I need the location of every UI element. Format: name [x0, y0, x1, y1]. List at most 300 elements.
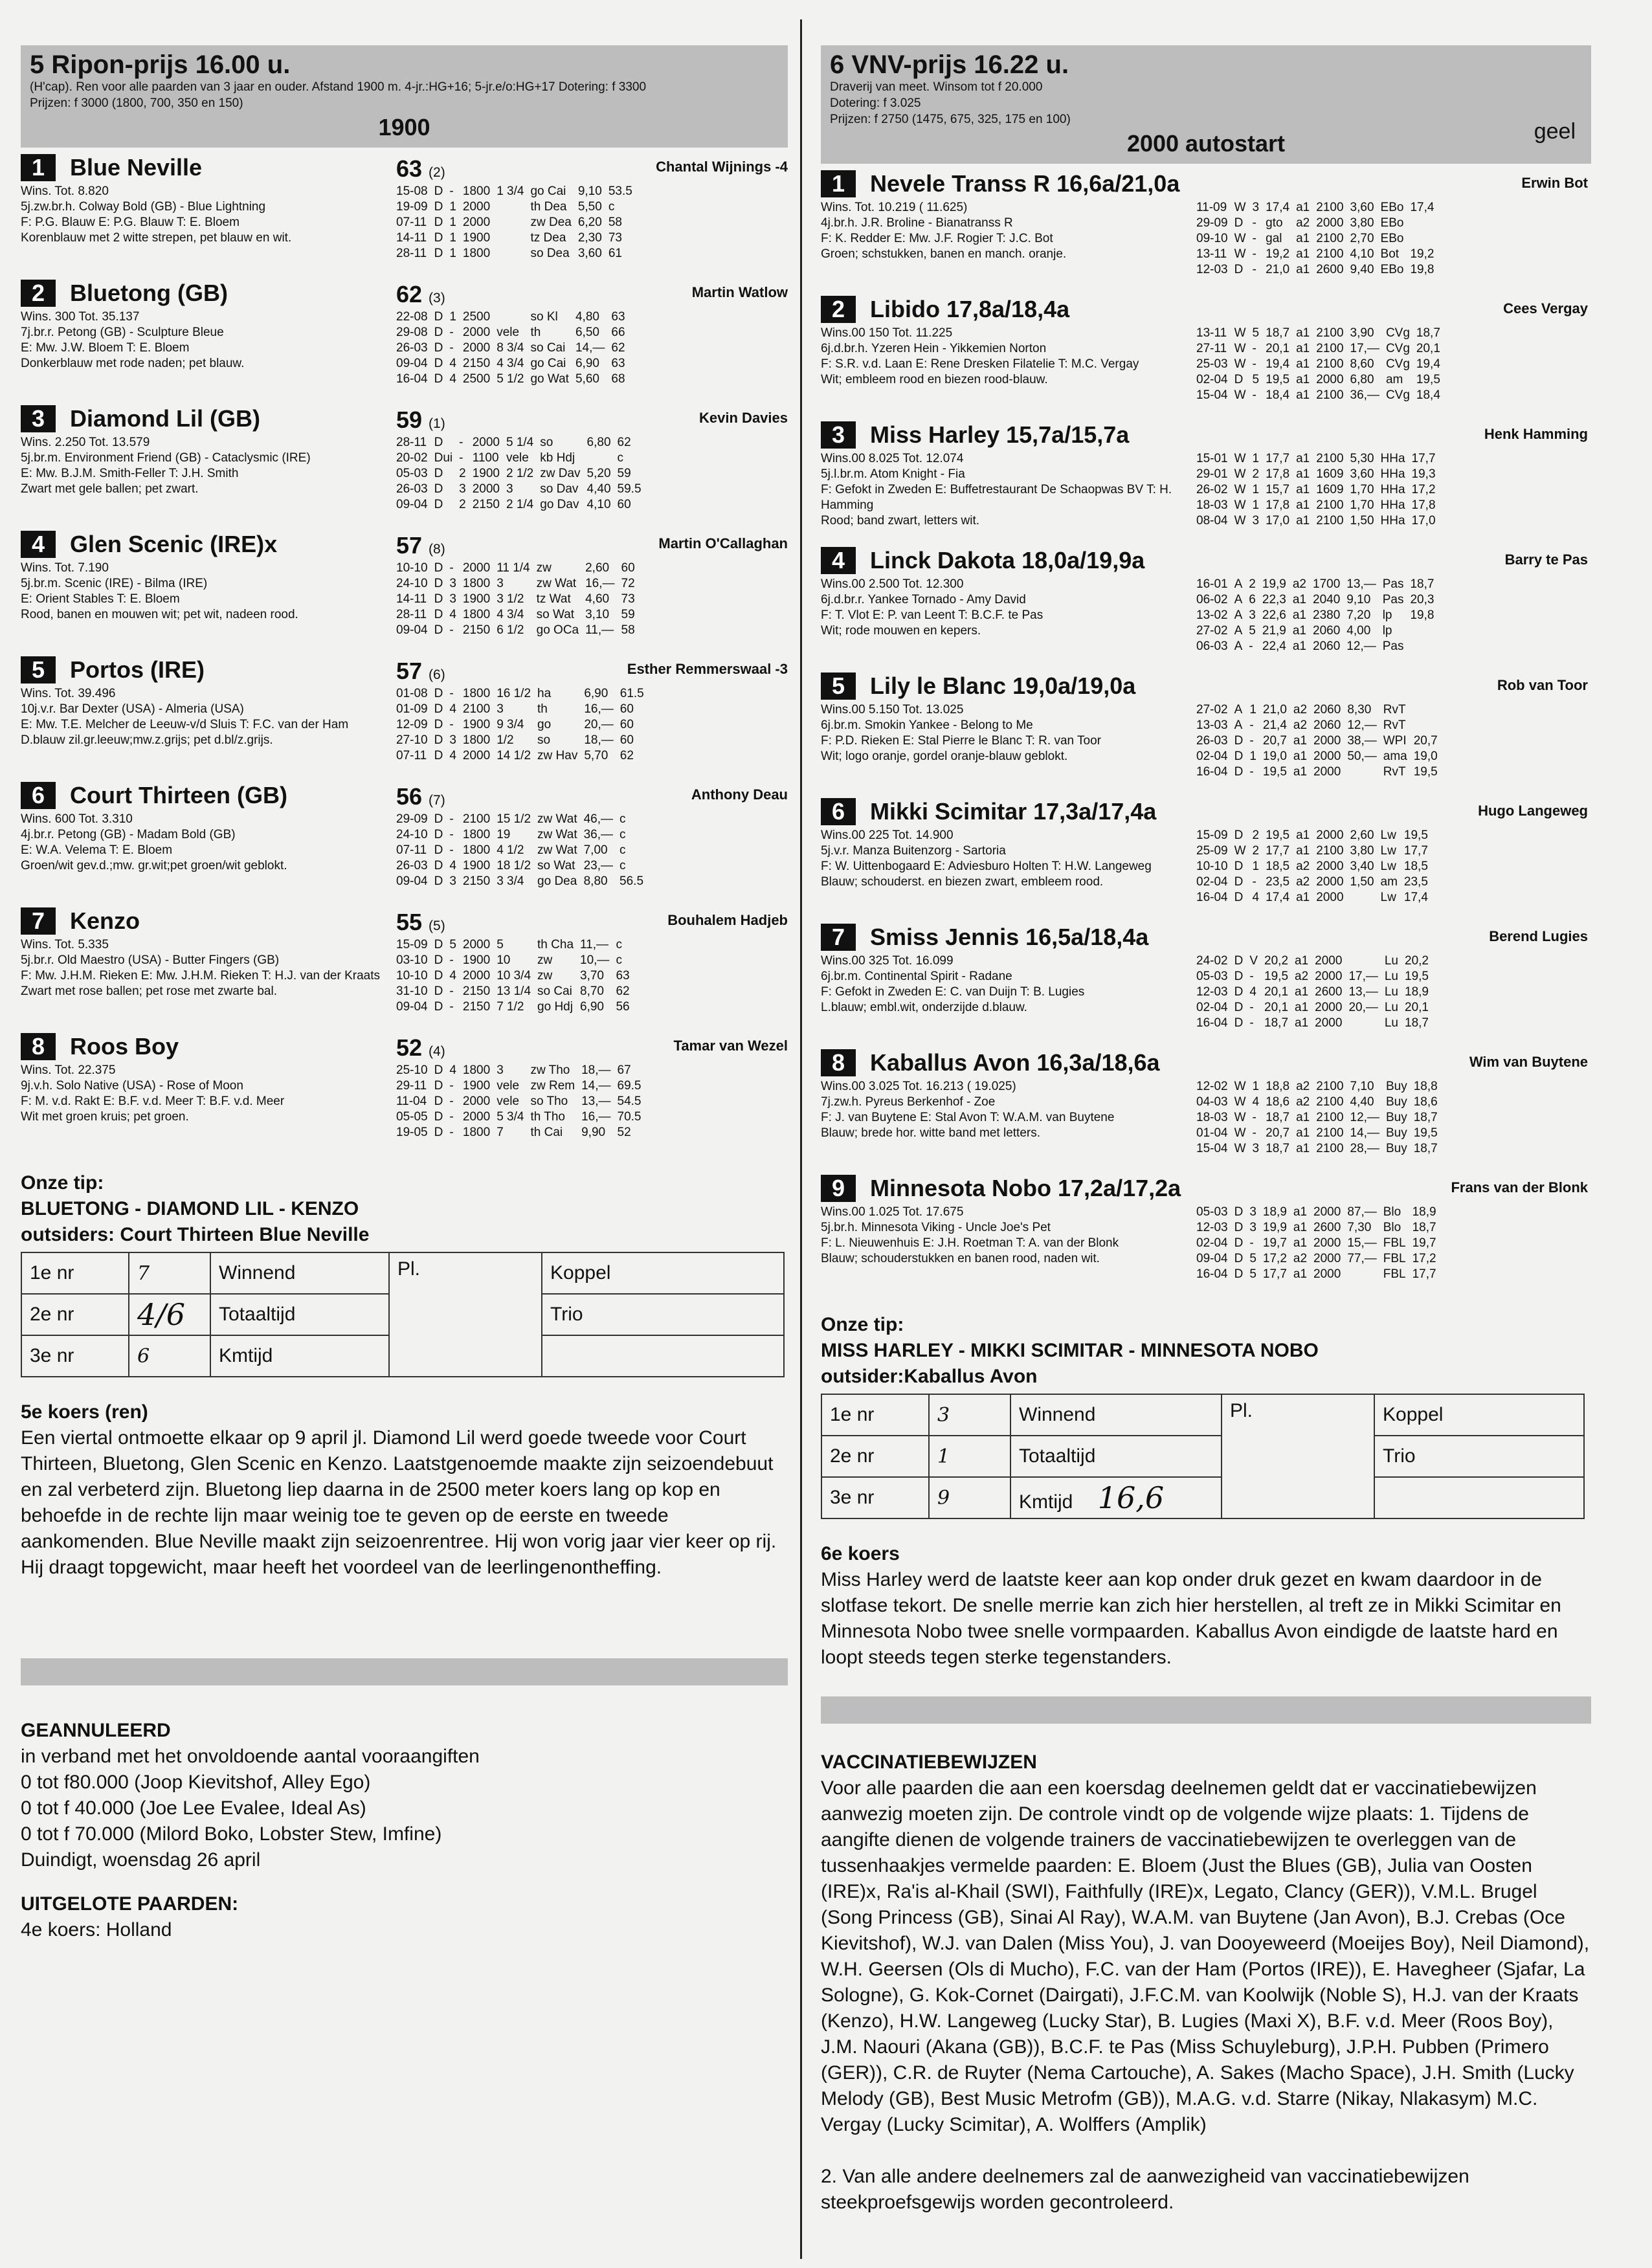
form-cell: 56.5 [620, 874, 644, 888]
form-cell: a1 [1293, 750, 1308, 763]
horse-info-line: Rood, banen en mouwen wit; pet wit, nadeen rood. [21, 608, 298, 621]
form-cell: 62 [617, 436, 631, 449]
form-cell [1347, 1267, 1383, 1282]
form-cell: RvT [1383, 765, 1406, 779]
form-row [1196, 623, 1440, 639]
form-cell: 09-04 [396, 623, 428, 637]
form-cell: 2100 [1316, 514, 1344, 528]
form-row [1196, 577, 1440, 592]
form-cell: Lw [1380, 844, 1396, 858]
horse-name-row [821, 168, 1183, 200]
bet-col-winnend: Winnend [210, 1252, 389, 1294]
form-cell: 2060 [1313, 624, 1341, 638]
form-cell: 3,60 [1350, 201, 1374, 214]
form-cell: 02-04 [1196, 875, 1228, 889]
form-cell: 18,7 [1416, 326, 1440, 340]
form-cell: 12-03 [1196, 1221, 1228, 1234]
form-cell: 2 [1252, 844, 1260, 858]
form-cell: 3 [449, 733, 456, 747]
form-cell: 59 [617, 467, 631, 480]
form-table [1196, 702, 1444, 780]
form-cell: 59.5 [617, 482, 642, 496]
column-divider [800, 19, 802, 2259]
form-cell: 1900 [462, 592, 491, 606]
horse-info-line: F: K. Redder E: Mw. J.F. Rogier T: J.C. Bot [821, 232, 1053, 245]
form-cell: W [1234, 1126, 1246, 1140]
form-cell: A [1234, 624, 1243, 638]
horse-info-line: E: Mw. T.E. Melcher de Leeuw-v/d Sluis T: F.C. van der Ham [21, 718, 349, 731]
form-cell: 1 [449, 231, 456, 245]
horse-info-line: 4j.br.h. J.R. Broline - Bianatranss R [821, 216, 1013, 230]
form-cell: 2 1/2 [506, 467, 534, 480]
form-cell: 3 [1252, 1142, 1260, 1155]
horse-info-line: 9j.v.h. Solo Native (USA) - Rose of Moon [21, 1079, 243, 1093]
form-cell: a2 [1296, 1095, 1310, 1109]
form-row [1196, 608, 1440, 623]
bet-empty-cell [1374, 1477, 1584, 1518]
form-cell: - [1249, 1016, 1254, 1030]
form-cell: W [1234, 514, 1246, 528]
bet-col-pl: Pl. [389, 1252, 542, 1377]
form-cell: 2,30 [577, 231, 602, 245]
race5-preview-text: Een viertal ontmoette elkaar op 9 april jl. Diamond Lil werd goede tweede voor Court Thirteen, Bluetong, Glen Scenic en Kenzo. Laatstgenoemde maakte zijn seizoendebuut en zal verbeterd zijn. Bluetong liep daarna in de 2500 meter koers lang op kop en behoefde in de rechte lijn maar weinig toe te geven op de eerste en tweede aankomenden. Blue Neville maakt zijn seizoenrentree. Hij won vorig jaar vier keer op rij. Hij draagt topgewicht, maar heeft het voordeel van de leerlingenontheffing. [21, 1427, 777, 1578]
form-cell: 3,90 [1350, 326, 1374, 340]
form-cell: Lu [1384, 970, 1398, 983]
form-cell: 6,80 [586, 436, 611, 449]
horse-info-line: Donkerblauw met rode naden; pet blauw. [21, 357, 245, 370]
form-cell: 19,5 [1266, 373, 1290, 386]
form-cell: 61 [608, 247, 622, 260]
form-cell: 1,50 [1350, 514, 1374, 528]
horse-entry [21, 905, 788, 1027]
horse-info-line: Wins.00 8.025 Tot. 12.074 [821, 452, 964, 465]
form-cell: 10-10 [396, 561, 428, 575]
form-cell: 07-11 [396, 843, 427, 857]
weight-row [396, 403, 788, 435]
form-cell: 28-11 [396, 608, 427, 621]
horse-number: 8 [21, 1033, 56, 1060]
form-cell: 14,— [1350, 1126, 1379, 1140]
form-cell: D [434, 1110, 443, 1124]
form-cell: tz Dea [530, 231, 566, 245]
form-cell: Bot [1380, 247, 1400, 261]
form-cell: 05-03 [1196, 1205, 1228, 1219]
form-cell: 6 1/2 [497, 623, 524, 637]
form-row [1196, 200, 1440, 216]
form-cell: 13 1/4 [497, 984, 531, 998]
form-cell: D [1234, 954, 1244, 968]
form-cell [1410, 231, 1440, 247]
form-cell: - [449, 828, 454, 841]
form-cell: 26-03 [396, 341, 428, 355]
horse-name: Court Thirteen (GB) [70, 782, 287, 808]
form-cell: 19,4 [1266, 357, 1290, 371]
form-cell: 2000 [1316, 860, 1344, 873]
form-cell: D [434, 843, 443, 857]
form-cell: c [616, 938, 622, 951]
horse-entry [821, 293, 1591, 415]
form-cell: HHa [1380, 498, 1405, 512]
form-cell: go [537, 718, 552, 731]
form-cell: 20,1 [1416, 342, 1440, 355]
form-cell: 1 [1249, 750, 1256, 763]
horse-weight: 56 [396, 783, 423, 810]
horse-name-row [21, 151, 383, 184]
form-cell: 09-04 [1196, 1252, 1228, 1265]
form-cell: D [434, 326, 443, 339]
form-cell: D [1234, 1205, 1244, 1219]
form-cell: 7 [497, 1126, 504, 1139]
form-cell: D [434, 938, 443, 951]
horse-entry [821, 544, 1591, 666]
race6-tip-text: MISS HARLEY - MIKKI SCIMITAR - MINNESOTA NOBO [821, 1340, 1319, 1361]
horse-info-line: Wins. Tot. 7.190 [21, 561, 109, 575]
form-cell: 60 [620, 702, 634, 716]
handwritten-second: 1 [929, 1436, 1010, 1477]
form-cell: 2040 [1313, 593, 1341, 606]
form-cell: D [1234, 1221, 1244, 1234]
form-cell: 8 3/4 [497, 341, 524, 355]
form-cell: a1 [1296, 263, 1310, 276]
form-cell: 3 [1252, 514, 1260, 528]
horse-info-line: 5j.zw.br.h. Colway Bold (GB) - Blue Lightning [21, 200, 266, 214]
cancelled-line: 0 tot f 70.000 (Milord Boko, Lobster Stew, Imfine) [21, 1823, 442, 1845]
form-cell: 2000 [462, 561, 491, 575]
horse-info-line: F: W. Uittenbogaard E: Adviesburo Holten T: H.W. Langeweg [821, 860, 1152, 873]
horse-details [821, 293, 1183, 388]
form-cell [497, 215, 530, 230]
horse-name: Nevele Transs R 16,6a/21,0a [870, 170, 1180, 197]
form-cell: - [449, 687, 454, 700]
form-cell: 2000 [1313, 765, 1341, 779]
horse-details [821, 670, 1183, 764]
form-cell: D [1234, 1267, 1244, 1281]
form-table [1196, 326, 1447, 403]
horse-form [1196, 670, 1588, 780]
form-cell: 3,40 [1350, 860, 1374, 873]
form-cell: 2100 [1316, 1080, 1344, 1093]
race6-preview-heading: 6e koers [821, 1543, 900, 1564]
form-cell: 2500 [462, 310, 491, 324]
form-cell: 1800 [462, 843, 491, 857]
form-cell: 1609 [1316, 467, 1344, 481]
form-cell: W [1234, 844, 1246, 858]
form-cell: 2000 [1313, 734, 1341, 748]
form-cell: D [434, 1126, 443, 1139]
form-cell: 2150 [462, 623, 491, 637]
form-cell: 6,80 [1350, 373, 1374, 386]
form-row [1196, 592, 1440, 608]
horse-entry [821, 921, 1591, 1043]
form-cell: zw Wat [536, 577, 577, 590]
bet-col-kmtijd: Kmtijd [210, 1335, 389, 1377]
form-cell: 6,20 [577, 216, 602, 229]
horse-number: 7 [821, 924, 856, 951]
form-cell: 19,4 [1416, 357, 1440, 371]
form-cell: zw Dea [530, 216, 572, 229]
form-cell: - [1249, 1236, 1254, 1250]
form-cell: 17,8 [1266, 467, 1290, 481]
form-cell: - [449, 326, 454, 339]
form-cell: 29-09 [396, 812, 428, 826]
form-cell: 15-01 [1196, 452, 1228, 465]
form-cell: a1 [1296, 844, 1310, 858]
form-cell: 5,60 [575, 372, 599, 386]
form-cell: 17,4 [1403, 891, 1428, 904]
form-cell: 21,0 [1262, 703, 1287, 717]
form-cell: 63 [611, 357, 625, 370]
form-cell: 12-03 [1196, 263, 1228, 276]
horse-info-line: E: Orient Stables T: E. Bloem [21, 592, 180, 606]
form-cell: go OCa [536, 623, 579, 637]
form-cell [497, 309, 530, 325]
form-cell: D [434, 623, 443, 637]
form-cell: th [537, 702, 548, 716]
form-cell: 14-11 [396, 592, 427, 606]
form-cell: 58 [621, 623, 635, 637]
form-row [396, 246, 639, 261]
driver-name: Wim van Buytene [1469, 1054, 1588, 1070]
form-cell: D [434, 828, 443, 841]
form-cell: 10,— [580, 953, 610, 967]
form-cell: 2100 [1316, 388, 1344, 402]
form-cell: 2000 [1316, 216, 1344, 230]
form-cell: a1 [1296, 201, 1310, 214]
form-row [396, 984, 636, 999]
form-cell: - [449, 1110, 454, 1124]
form-row [396, 623, 642, 638]
form-cell: Buy [1385, 1142, 1407, 1155]
form-cell: 02-04 [1196, 1001, 1228, 1014]
horse-details [21, 528, 383, 623]
form-cell: 19,3 [1411, 467, 1436, 481]
form-cell: 2100 [1316, 1142, 1344, 1155]
form-cell: 20,1 [1264, 1001, 1289, 1014]
horse-weight: 57 [396, 532, 423, 559]
form-cell: so Dea [530, 247, 570, 260]
form-cell: 2100 [1316, 201, 1344, 214]
form-cell: 17,7 [1266, 844, 1290, 858]
horse-name-row [821, 1172, 1183, 1205]
form-cell: 16-04 [1196, 765, 1228, 779]
form-cell: 20,3 [1410, 593, 1434, 606]
form-table [396, 309, 632, 387]
form-cell: 2 [459, 498, 466, 511]
form-cell: - [449, 718, 454, 731]
form-cell: 07-11 [396, 749, 427, 762]
form-cell: 13-02 [1196, 608, 1228, 622]
horse-details [821, 1047, 1183, 1141]
bet-empty-cell [542, 1335, 784, 1377]
form-cell: 22,3 [1262, 593, 1286, 606]
form-cell: 25-03 [1196, 357, 1228, 371]
form-cell: 4 3/4 [497, 357, 524, 370]
form-cell: a1 [1295, 985, 1309, 999]
horse-info-line: Wit; embleem rood en biezen rood-blauw. [821, 373, 1048, 386]
form-cell: 20,7 [1262, 734, 1287, 748]
horse-info-line: Wins. Tot. 22.375 [21, 1063, 116, 1077]
form-cell: Buy [1385, 1126, 1407, 1140]
horse-draw: (1) [429, 416, 445, 431]
race6-column [821, 45, 1591, 2216]
form-cell: 2000 [1313, 1205, 1341, 1219]
form-cell: D [434, 874, 443, 888]
horse-form [396, 654, 788, 764]
form-table [396, 561, 642, 638]
horse-details [821, 168, 1183, 262]
form-row [396, 1078, 648, 1094]
form-cell: D [434, 436, 443, 449]
form-row [1196, 1251, 1443, 1267]
form-row [1196, 482, 1442, 498]
form-cell: 2 [1252, 828, 1260, 842]
horse-info-line: L.blauw; embl.wit, onderzijde d.blauw. [821, 1001, 1027, 1014]
form-cell: W [1234, 201, 1246, 214]
form-cell: 36,— [1350, 388, 1379, 402]
form-cell: 02-04 [1196, 373, 1228, 386]
form-cell: go Cai [530, 184, 566, 198]
form-cell: 2000 [462, 200, 491, 214]
form-cell: 19,2 [1410, 247, 1434, 261]
form-row [1196, 467, 1442, 482]
form-cell: - [449, 953, 454, 967]
form-cell: 8,70 [580, 984, 604, 998]
form-cell [1410, 639, 1440, 654]
form-cell: D [434, 577, 443, 590]
form-cell: 21,4 [1262, 718, 1287, 732]
form-cell: D [434, 733, 443, 747]
form-cell: D [1234, 891, 1244, 904]
form-cell: 18,6 [1266, 1095, 1290, 1109]
form-cell: 18,7 [1266, 326, 1290, 340]
form-cell: 18,9 [1262, 1205, 1287, 1219]
horse-info-line: F: J. van Buytene E: Stal Avon T: W.A.M. van Buytene [821, 1111, 1115, 1124]
form-cell: 5 1/2 [497, 372, 524, 386]
form-row [396, 1125, 648, 1140]
form-cell: 4 [449, 357, 456, 370]
form-cell: 15-04 [1196, 388, 1228, 402]
horse-info-line: Wins.00 150 Tot. 11.225 [821, 326, 953, 340]
horse-number: 6 [821, 798, 856, 825]
form-cell: D [434, 498, 443, 511]
form-cell: 10 3/4 [497, 969, 531, 983]
bet-col-koppel: Koppel [1374, 1394, 1584, 1436]
form-cell: 77,— [1347, 1252, 1377, 1265]
form-row [396, 340, 632, 356]
form-cell: 19,5 [1403, 828, 1428, 842]
form-cell: 12,— [1347, 718, 1377, 732]
form-cell: - [449, 561, 454, 575]
form-cell: D [1234, 970, 1244, 983]
form-cell: Dui [434, 451, 453, 465]
horse-info-line: Groen; schstukken, banen en manch. oranje. [821, 247, 1067, 261]
form-cell: 5 [497, 938, 504, 951]
form-cell: 67 [617, 1063, 631, 1077]
form-cell: 24-10 [396, 577, 428, 590]
form-cell: D [434, 749, 443, 762]
form-cell: so Dav [540, 482, 579, 496]
form-cell: 10 [497, 953, 511, 967]
form-cell: a1 [1296, 498, 1310, 512]
jockey-name: Martin O'Callaghan [658, 535, 788, 551]
horse-name-row [21, 654, 383, 686]
form-cell: 17,7 [1403, 844, 1428, 858]
form-cell: 7,20 [1346, 608, 1371, 622]
form-cell: 09-04 [396, 874, 428, 888]
form-cell: 2000 [462, 1110, 491, 1124]
form-row [396, 968, 636, 984]
form-cell: 20,1 [1266, 342, 1290, 355]
weight-row [396, 1030, 788, 1063]
form-cell: 8,80 [583, 874, 608, 888]
form-cell: 05-03 [1196, 970, 1228, 983]
form-row [1196, 1000, 1435, 1016]
form-row [396, 309, 632, 325]
form-cell: 2100 [1316, 1095, 1344, 1109]
form-cell: W [1234, 1080, 1246, 1093]
form-row [396, 1063, 648, 1078]
form-cell: 2000 [462, 938, 491, 951]
form-cell: 03-10 [396, 953, 428, 967]
form-cell [497, 230, 530, 246]
horse-entry [21, 1030, 788, 1152]
form-cell: am [1380, 875, 1398, 889]
horse-name-row [21, 403, 383, 435]
horse-number: 6 [21, 782, 56, 809]
horse-name-row [821, 419, 1183, 451]
form-cell: 18,8 [1266, 1080, 1290, 1093]
form-row [1196, 1236, 1443, 1251]
form-cell: 5 [1249, 1252, 1256, 1265]
form-cell: D [1234, 1001, 1244, 1014]
form-cell: zw Wat [537, 828, 577, 841]
form-cell: W [1234, 1095, 1246, 1109]
form-cell: FBL [1383, 1267, 1406, 1281]
form-row [396, 184, 639, 199]
form-cell: - [449, 984, 454, 998]
form-cell: 2 [1252, 467, 1260, 481]
form-cell: 10-10 [396, 969, 428, 983]
horse-draw: (2) [429, 165, 445, 180]
form-cell: 3 [497, 702, 504, 716]
horse-info-line: Groen/wit gev.d.;mw. gr.wit;pet groen/wit geblokt. [21, 859, 287, 873]
form-cell: 1 [449, 310, 456, 324]
horse-number: 4 [821, 547, 856, 574]
form-cell: 3,80 [1350, 844, 1374, 858]
form-cell: 3 [497, 577, 504, 590]
bet-row-label: 2e nr [21, 1294, 129, 1335]
form-cell: 11-09 [1196, 201, 1227, 214]
horse-info-line: Wit met groen kruis; pet groen. [21, 1110, 189, 1124]
form-cell: Lw [1380, 828, 1396, 842]
race5-tip-label: Onze tip: [21, 1172, 104, 1194]
form-cell: D [434, 859, 443, 873]
handwritten-third: 6 [129, 1335, 210, 1377]
form-cell: W [1234, 1142, 1246, 1155]
form-cell: 7 1/2 [497, 1000, 524, 1014]
form-row [396, 607, 642, 623]
form-table [1196, 200, 1440, 278]
horse-info-line: Zwart met rose ballen; pet rose met zwarte bal. [21, 984, 277, 998]
form-cell: - [1249, 1001, 1254, 1014]
horse-details [821, 795, 1183, 890]
form-cell: D [434, 592, 443, 606]
cancelled-heading: GEANNULEERD [21, 1720, 171, 1741]
form-cell: 15-08 [396, 184, 428, 198]
driver-row [1196, 1047, 1588, 1079]
form-cell: 2100 [1316, 232, 1344, 245]
horse-number: 1 [821, 170, 856, 197]
